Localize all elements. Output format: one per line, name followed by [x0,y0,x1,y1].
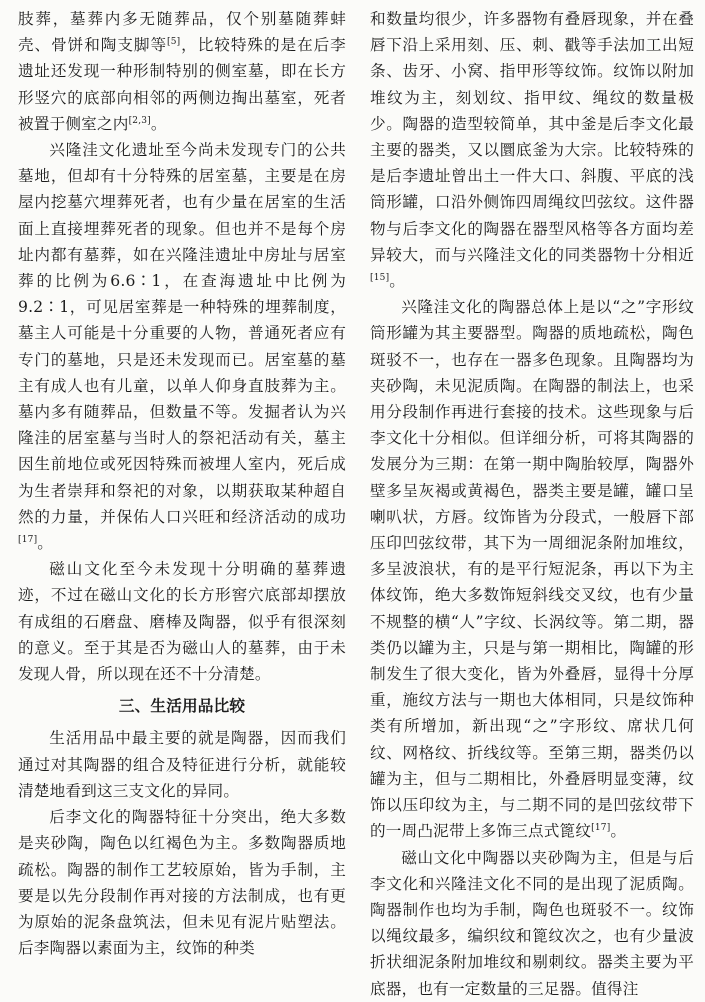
citation: [17] [591,823,611,834]
right-column [370,6,694,1002]
citation: [17] [18,534,38,545]
paragraph: 后李文化的陶器特征十分突出，绝大多数是夹砂陶，陶色以红褐色为主。多数陶器质地疏松。陶器的制作工艺较原始，皆为手制，主要是以先分段制作再对接的方法制成，也有更为原始的泥条盘筑法，但未见有泥片贴塑法。后李陶器以素面为主，纹饰的种类 [18,808,346,958]
paragraph: 磁山文化中陶器以夹砂陶为主，但是与后李文化和兴隆洼文化不同的是出现了泥质陶。陶器制作也均为手制，陶色也斑驳不一。纹饰以绳纹最多，编织纹和篦纹次之，也有少量波折状细泥条附加堆纹和剔刺纹。器类主要为平底器，也有一定数量的三足器。值得注 [370,848,694,998]
paragraph: 磁山文化至今未发现十分明确的墓葬遗迹，不过在磁山文化的长方形窖穴底部却摆放有成组的石磨盘、磨棒及陶器，似乎有很深刻的意义。至于其是否为磁山人的墓葬，由于未发现人骨，所以现在还不十分清楚。 [18,560,346,684]
paragraph: 兴隆洼文化的陶器总体上是以“之”字形纹筒形罐为其主要器型。陶器的质地疏松，陶色斑驳不一，也存在一器多色现象。且陶器均为夹砂陶，未见泥质陶。在陶器的制法上，也采用分段制作再进行套接的技术。这些现象与后李文化十分相似。但详细分析，可将其陶器的发展分为三期：在第一期中陶胎较厚，陶器外壁多呈灰褐或黄褐色，器类主要是罐，罐口呈喇叭状，方唇。纹饰皆为分段式，一般唇下部压印凹弦纹带，其下为一周细泥条附加堆纹，多呈波浪状，有的是平行短泥条，再以下为主体纹饰，绝大多数饰短斜线交叉纹，也有少量不规整的横“人”字纹、长涡纹等。第二期，器类仍以罐为主，只是与第一期相比，陶罐的形制发生了很大变化，皆为外叠唇，显得十分厚重，施纹方法与一期也大体相同，只是纹饰种类有所增加，新出现“之”字形纹、席状几何纹、网格纹、折线纹等。至第三期，器类仍以罐为主，但与二期相比，外叠唇明显变薄，纹饰以压印纹为主，与二期不同的是凹弦纹带下的一周凸泥带上多饰三点式篦纹[17]。 [370,298,694,841]
citation: [15] [370,272,390,283]
paragraph: 和数量均很少，许多器物有叠唇现象，并在叠唇下沿上采用刻、压、刺、戳等手法加工出短条、齿牙、小窝、指甲形等纹饰。纹饰以附加堆纹为主，刻划纹、指甲纹、绳纹的数量极少。陶器的造型较简单，其中釜是后李文化最主要的器类，又以圜底釜为大宗。比较特殊的是后李遗址曾出土一件大口、斜腹、平底的浅筒形罐，口沿外侧饰四周绳纹凹弦纹。这件器物与后李文化的陶器在器型风格等各方面均差异较大，而与兴隆洼文化的同类器物十分相近[15]。 [370,10,694,291]
citation: [2,3] [128,115,151,126]
left-column [18,6,346,961]
paragraph: 兴隆洼文化遗址至今尚未发现专门的公共墓地，但却有十分特殊的居室墓，主要是在房屋内挖墓穴埋葬死者，也有少量在居室的生活面上直接埋葬死者的现象。但也并不是每个房址内都有墓葬，如在兴隆洼遗址中房址与居室葬的比例为6.6∶1，在查海遗址中比例为9.2∶1，可见居室葬是一种特殊的埋葬制度，墓主人可能是十分重要的人物，普通死者应有专门的墓地，只是还未发现而已。居室墓的墓主有成人也有儿童，以单人仰身直肢葬为主。墓内多有随葬品，但数量不等。发掘者认为兴隆洼的居室墓与当时人的祭祀活动有关，墓主因生前地位或死因特殊而被埋人室内，死后成为生者崇拜和祭祀的对象，以期获取某种超自然的力量，并保佑人口兴旺和经济活动的成功[17]。 [18,141,346,553]
paragraph: 肢葬，墓葬内多无随葬品，仅个别墓随葬蚌壳、骨饼和陶支脚等[5]，比较特殊的是在后李遗址还发现一种形制特别的侧室墓，即在长方形竖穴的底部向相邻的两侧边掏出墓室，死者被置于侧室之内[2,3]。 [18,10,346,133]
paragraph: 生活用品中最主要的就是陶器，因而我们通过对其陶器的组合及特征进行分析，就能较清楚地看到这三支文化的异同。 [18,729,346,800]
section-heading: 三、生活用品比较 [118,697,246,716]
citation: [5] [167,37,181,48]
